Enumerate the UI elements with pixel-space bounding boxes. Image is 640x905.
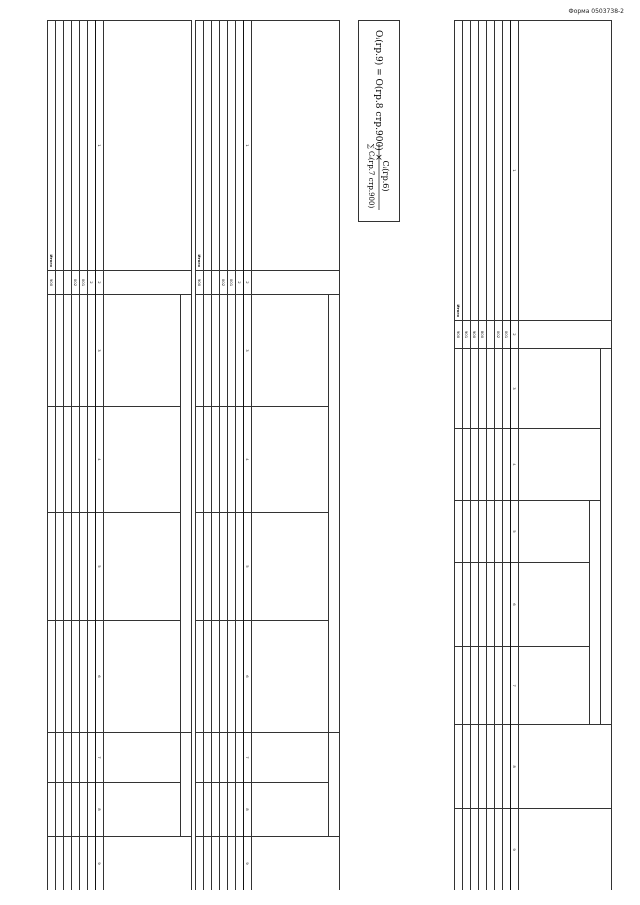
cell[interactable] (64, 783, 72, 837)
table-row (72, 21, 80, 891)
cell[interactable] (455, 647, 463, 725)
form-code: Форма 0503738-2 (568, 8, 624, 15)
section-1-column-numbers (511, 21, 519, 891)
formula-lhs: Oᵢ(гр.9) = O(гр.8 стр.900) × (373, 30, 383, 162)
cell[interactable] (80, 295, 88, 407)
cell[interactable] (72, 513, 80, 621)
row-name (228, 21, 236, 271)
section-2-column-numbers (244, 21, 252, 891)
cell[interactable] (56, 733, 64, 783)
cell[interactable] (80, 621, 88, 733)
cell[interactable] (196, 513, 204, 621)
cell[interactable] (56, 621, 64, 733)
col-number: 5 (511, 501, 519, 563)
cell[interactable] (72, 783, 80, 837)
section-3-header-row-1 (181, 21, 192, 891)
section-3-column-numbers (96, 21, 104, 891)
row-name (463, 21, 471, 321)
section-2-header-col9 (252, 837, 340, 891)
cell[interactable] (463, 563, 471, 647)
section-1-header-col6 (519, 563, 590, 647)
row-name (80, 21, 88, 271)
cell[interactable] (80, 513, 88, 621)
row-code (212, 271, 220, 295)
row-code: 001 (228, 271, 236, 295)
cell[interactable] (196, 783, 204, 837)
row-code: 001 (80, 271, 88, 295)
section-3-header-col5 (104, 513, 181, 621)
table-row (236, 21, 244, 891)
table-row (88, 21, 96, 891)
cell[interactable] (463, 725, 471, 809)
cell[interactable] (64, 837, 72, 891)
cell[interactable] (228, 837, 236, 891)
distribution-formula (358, 20, 400, 222)
cell[interactable] (88, 295, 96, 407)
row-name (495, 21, 503, 321)
section-1-header-col7 (519, 647, 590, 725)
cell[interactable] (479, 647, 487, 725)
row-name (56, 21, 64, 271)
cell[interactable] (48, 837, 56, 891)
col-number: 7 (511, 647, 519, 725)
cell[interactable] (471, 725, 479, 809)
cell[interactable] (64, 407, 72, 513)
cell[interactable] (64, 733, 72, 783)
cell[interactable] (220, 783, 228, 837)
section-1-header-code (519, 321, 612, 349)
col-number: 1 (244, 21, 252, 271)
cell[interactable] (455, 809, 463, 890)
cell[interactable] (455, 429, 463, 501)
col-number: 6 (244, 621, 252, 733)
cell[interactable] (196, 407, 204, 513)
cell[interactable] (495, 349, 503, 429)
cell[interactable] (236, 621, 244, 733)
cell[interactable] (236, 733, 244, 783)
cell[interactable] (80, 407, 88, 513)
section-3-header-col6 (104, 621, 181, 733)
formula-numerator: Cᵢ(гр.6) (381, 160, 390, 192)
cell[interactable] (212, 783, 220, 837)
table-row (463, 21, 471, 891)
cell[interactable] (455, 725, 463, 809)
section-3-table (47, 20, 192, 890)
cell[interactable] (479, 725, 487, 809)
cell[interactable] (64, 621, 72, 733)
cell[interactable] (48, 295, 56, 407)
cell[interactable] (228, 513, 236, 621)
section-3-header-col7 (104, 733, 181, 783)
col-number: 4 (244, 407, 252, 513)
cell[interactable] (463, 647, 471, 725)
cell[interactable] (212, 295, 220, 407)
row-name (487, 21, 495, 321)
cell[interactable] (204, 407, 212, 513)
cell[interactable] (80, 837, 88, 891)
cell[interactable] (196, 837, 204, 891)
cell[interactable] (220, 621, 228, 733)
col-number: 3 (96, 295, 104, 407)
col-number: 4 (96, 407, 104, 513)
cell[interactable] (236, 407, 244, 513)
table-row (80, 21, 88, 891)
cell[interactable] (463, 809, 471, 890)
cell[interactable] (204, 783, 212, 837)
cell[interactable] (48, 621, 56, 733)
cell[interactable] (487, 349, 495, 429)
row-code: 001 (503, 321, 511, 349)
cell[interactable] (212, 407, 220, 513)
table-row (503, 21, 511, 891)
section-2-header-col6 (252, 621, 329, 733)
col-number: 3 (511, 349, 519, 429)
col-number: 9 (96, 837, 104, 891)
row-code (487, 321, 495, 349)
section-1-header-col3 (519, 349, 601, 429)
cell[interactable] (236, 783, 244, 837)
cell[interactable] (204, 513, 212, 621)
row-code: 002 (220, 271, 228, 295)
section-1 (454, 20, 612, 890)
cell[interactable] (64, 513, 72, 621)
col-number: 4 (511, 429, 519, 501)
cell[interactable] (471, 429, 479, 501)
cell[interactable] (503, 647, 511, 725)
col-number: 8 (96, 783, 104, 837)
section-3-header-col4 (104, 407, 181, 513)
table-row (212, 21, 220, 891)
section-1-header-col9 (519, 809, 612, 890)
cell[interactable] (196, 621, 204, 733)
cell[interactable] (204, 295, 212, 407)
row-name (479, 21, 487, 321)
cell[interactable] (212, 513, 220, 621)
cell[interactable] (495, 647, 503, 725)
cell[interactable] (80, 733, 88, 783)
col-number: 7 (96, 733, 104, 783)
cell[interactable] (220, 513, 228, 621)
cell[interactable] (72, 837, 80, 891)
row-name (220, 21, 228, 271)
cell[interactable] (212, 837, 220, 891)
cell[interactable] (471, 563, 479, 647)
section-1-table (454, 20, 612, 890)
cell[interactable] (463, 349, 471, 429)
cell[interactable] (204, 733, 212, 783)
col-number: 3 (244, 295, 252, 407)
section-1-header-col5 (519, 501, 590, 563)
col-number: 7 (244, 733, 252, 783)
col-number: 2 (511, 321, 519, 349)
section-1-header-col8 (519, 725, 612, 809)
cell[interactable] (463, 501, 471, 563)
cell[interactable] (487, 725, 495, 809)
section-3-header-group-2 (181, 733, 192, 837)
cell[interactable] (204, 837, 212, 891)
cell[interactable] (487, 809, 495, 890)
section-2-header-col3 (252, 295, 329, 407)
cell[interactable] (487, 563, 495, 647)
row-name (72, 21, 80, 271)
row-name: Итого (455, 21, 463, 321)
cell[interactable] (503, 349, 511, 429)
row-code: 900 (48, 271, 56, 295)
row-code (204, 271, 212, 295)
cell[interactable] (228, 733, 236, 783)
section-1-header-name (519, 21, 612, 321)
row-name: Итого (196, 21, 204, 271)
col-number: 8 (244, 783, 252, 837)
cell[interactable] (88, 837, 96, 891)
cell[interactable] (479, 501, 487, 563)
cell[interactable] (56, 295, 64, 407)
section-3-header-col8 (104, 783, 181, 837)
row-code: 002 (495, 321, 503, 349)
table-row (479, 21, 487, 891)
cell[interactable] (88, 733, 96, 783)
row-code: 002 (72, 271, 80, 295)
section-2-header-group (329, 295, 340, 733)
cell[interactable] (228, 295, 236, 407)
cell[interactable] (80, 783, 88, 837)
section-3-header-name (104, 21, 192, 271)
row-code (64, 271, 72, 295)
formula-denominator: ∑ Cᵢ(гр.7 стр.900) (367, 143, 375, 209)
cell[interactable] (236, 295, 244, 407)
cell[interactable] (495, 563, 503, 647)
cell[interactable] (196, 295, 204, 407)
cell[interactable] (487, 429, 495, 501)
section-3-header-col9 (104, 837, 192, 891)
section-3 (47, 20, 192, 890)
cell[interactable] (503, 501, 511, 563)
formula-graphic (362, 26, 396, 216)
col-number: 1 (96, 21, 104, 271)
cell[interactable] (220, 733, 228, 783)
cell[interactable] (88, 513, 96, 621)
col-number: 8 (511, 725, 519, 809)
cell[interactable] (495, 429, 503, 501)
row-name (236, 21, 244, 271)
cell[interactable] (487, 501, 495, 563)
cell[interactable] (479, 429, 487, 501)
row-name: Итого (48, 21, 56, 271)
section-2-header-col5 (252, 513, 329, 621)
table-row (228, 21, 236, 891)
table-row (471, 21, 479, 891)
cell[interactable] (204, 621, 212, 733)
cell[interactable] (72, 295, 80, 407)
cell[interactable] (228, 407, 236, 513)
cell[interactable] (495, 501, 503, 563)
row-code: 2 (88, 271, 96, 295)
cell[interactable] (236, 513, 244, 621)
cell[interactable] (503, 429, 511, 501)
section-2-table (195, 20, 340, 890)
table-row (220, 21, 228, 891)
cell[interactable] (503, 563, 511, 647)
row-code: 800 (479, 321, 487, 349)
row-name (503, 21, 511, 321)
row-name (64, 21, 72, 271)
cell[interactable] (471, 809, 479, 890)
cell[interactable] (479, 563, 487, 647)
cell[interactable] (471, 349, 479, 429)
cell[interactable] (503, 809, 511, 890)
col-number: 2 (244, 271, 252, 295)
section-2-header-name (252, 21, 340, 271)
cell[interactable] (463, 429, 471, 501)
row-name (88, 21, 96, 271)
section-3-header-group (181, 295, 192, 733)
section-1-header-col4 (519, 429, 601, 501)
table-row (56, 21, 64, 891)
cell[interactable] (56, 837, 64, 891)
cell[interactable] (495, 809, 503, 890)
cell[interactable] (455, 349, 463, 429)
col-number: 9 (244, 837, 252, 891)
cell[interactable] (220, 837, 228, 891)
cell[interactable] (455, 501, 463, 563)
rotated-content (45, 20, 620, 890)
section-2-header-code (252, 271, 340, 295)
col-number: 2 (96, 271, 104, 295)
cell[interactable] (48, 513, 56, 621)
section-1-header-row-1 (601, 21, 612, 891)
cell[interactable] (212, 733, 220, 783)
cell[interactable] (64, 295, 72, 407)
col-number: 6 (511, 563, 519, 647)
cell[interactable] (228, 621, 236, 733)
table-row (495, 21, 503, 891)
cell[interactable] (56, 783, 64, 837)
cell[interactable] (88, 621, 96, 733)
row-name (204, 21, 212, 271)
col-number: 1 (511, 21, 519, 321)
table-row (204, 21, 212, 891)
row-name (471, 21, 479, 321)
cell[interactable] (72, 407, 80, 513)
cell[interactable] (48, 783, 56, 837)
col-number: 5 (244, 513, 252, 621)
col-number: 6 (96, 621, 104, 733)
cell[interactable] (56, 407, 64, 513)
row-code (56, 271, 64, 295)
total-row (455, 21, 463, 891)
section-1-header-group (601, 349, 612, 725)
cell[interactable] (495, 725, 503, 809)
cell[interactable] (228, 783, 236, 837)
cell[interactable] (220, 407, 228, 513)
table-row (487, 21, 495, 891)
row-code: 2 (236, 271, 244, 295)
table-row (64, 21, 72, 891)
total-row (196, 21, 204, 891)
cell[interactable] (487, 647, 495, 725)
cell[interactable] (72, 733, 80, 783)
section-2-header-group-2 (329, 733, 340, 837)
cell[interactable] (220, 295, 228, 407)
cell[interactable] (479, 349, 487, 429)
cell[interactable] (503, 725, 511, 809)
cell[interactable] (48, 733, 56, 783)
cell[interactable] (88, 783, 96, 837)
cell[interactable] (212, 621, 220, 733)
row-code: 901 (463, 321, 471, 349)
cell[interactable] (56, 513, 64, 621)
row-code: 900 (196, 271, 204, 295)
cell[interactable] (471, 501, 479, 563)
row-name (212, 21, 220, 271)
col-number: 9 (511, 809, 519, 890)
cell[interactable] (455, 563, 463, 647)
section-2 (195, 20, 340, 890)
row-code: 900 (471, 321, 479, 349)
cell[interactable] (471, 647, 479, 725)
col-number: 5 (96, 513, 104, 621)
cell[interactable] (48, 407, 56, 513)
section-3-header-code (104, 271, 192, 295)
cell[interactable] (72, 621, 80, 733)
section-2-header-row-1 (329, 21, 340, 891)
cell[interactable] (88, 407, 96, 513)
rotated-content-frame (45, 20, 620, 890)
row-code: 900 (455, 321, 463, 349)
cell[interactable] (196, 733, 204, 783)
total-row (48, 21, 56, 891)
section-1-header-subgroup (590, 501, 601, 725)
cell[interactable] (479, 809, 487, 890)
section-3-header-col3 (104, 295, 181, 407)
section-2-header-col7 (252, 733, 329, 783)
section-2-header-col4 (252, 407, 329, 513)
section-2-header-col8 (252, 783, 329, 837)
cell[interactable] (236, 837, 244, 891)
